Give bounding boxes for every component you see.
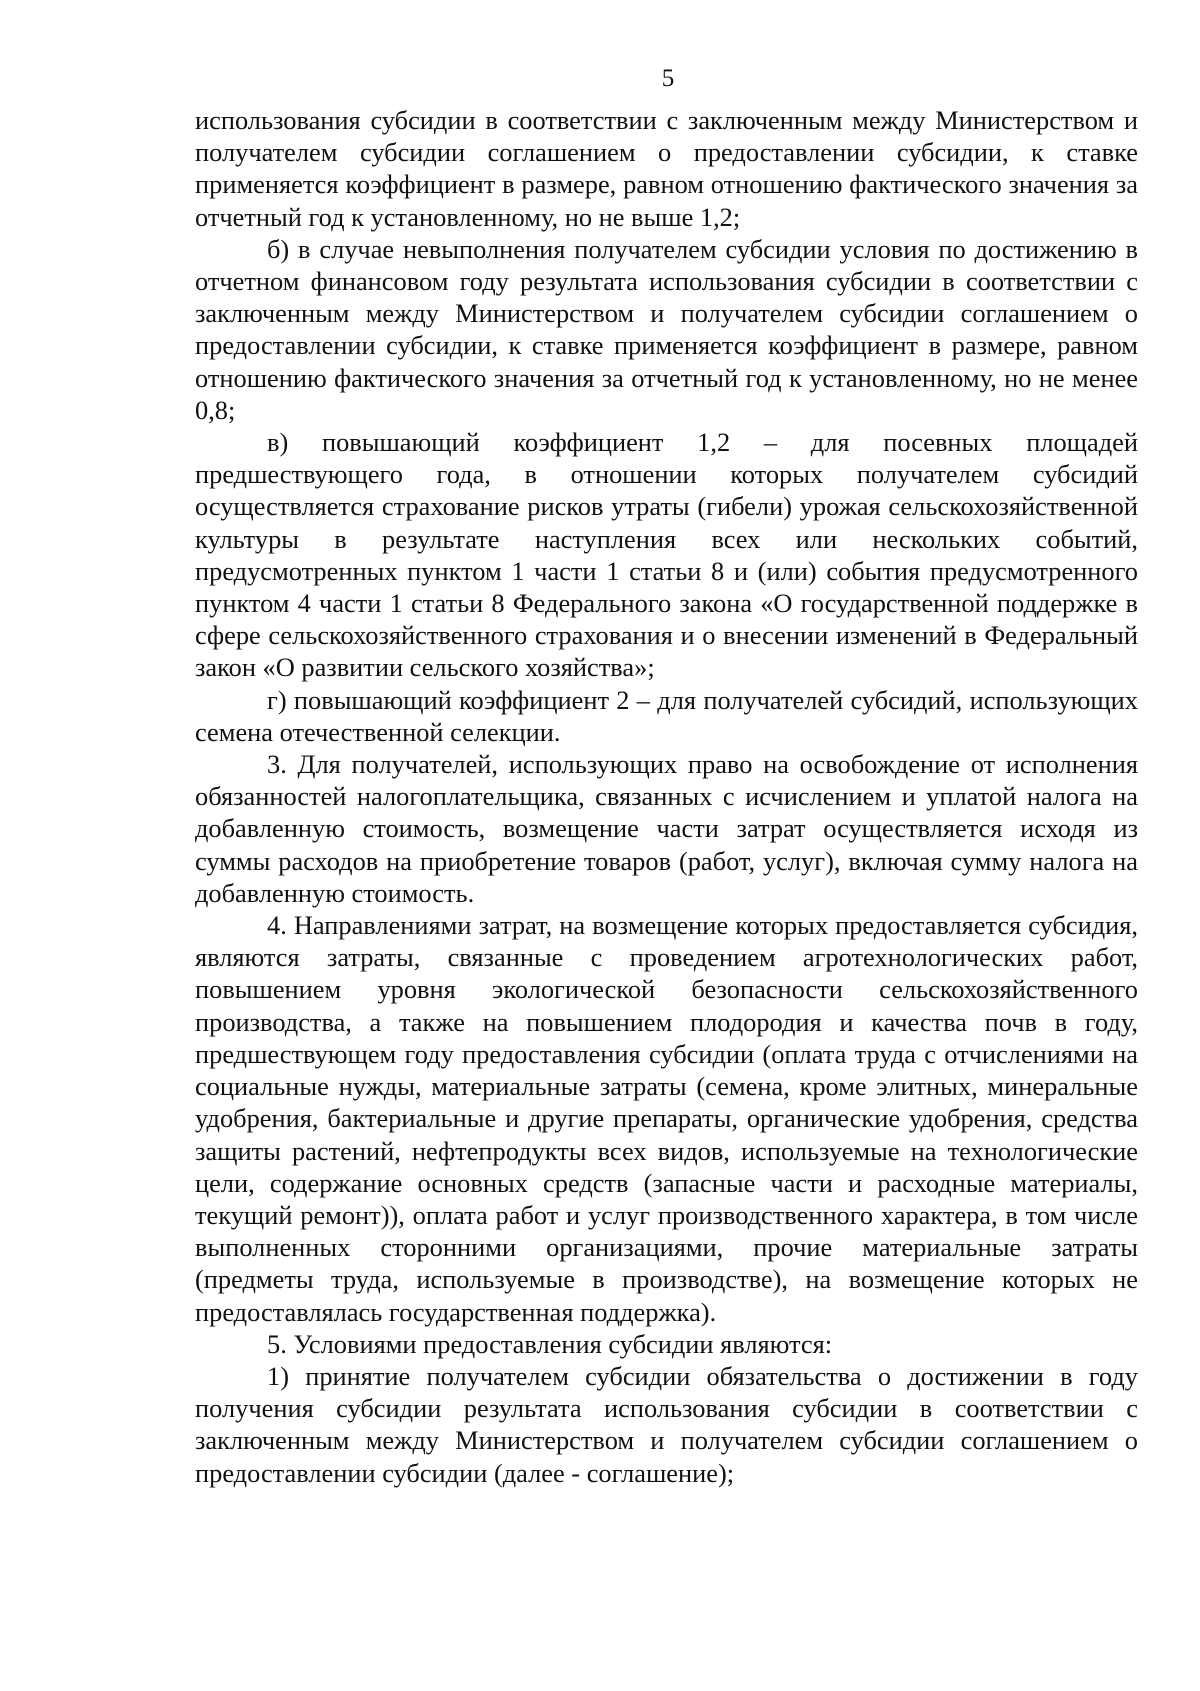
paragraph-section-4: 4. Направлениями затрат, на возмещение которых предоставляется субсидия, являются затраты, связанные с проведением агротехнологических работ, повышением уровня экологической безопасности сельскохозяйственного производства, а также на повышением плодородия и качества почв в году, предшествующем году предоставления субсидии (оплата труда с отчислениями на социальные нужды, материальные затраты (семена, кроме элитных, минеральные удобрения, бактериальные и другие препараты, органические удобрения, средства защиты растений, нефтепродукты всех видов, используемые на технологические цели, содержание основных средств (запасные части и расходные материалы, текущий ремонт)), оплата работ и услуг производственного характера, в том числе выполненных сторонними организациями, прочие материальные затраты (предметы труда, используемые в производстве), на возмещение которых не предоставлялась государственная поддержка). xyxy=(195,910,1138,1327)
paragraph-section-5: 5. Условиями предоставления субсидии являются: xyxy=(267,1328,833,1359)
paragraph-continuation: использования субсидии в соответствии с заключенным между Министерством и получателем субсидии соглашением о предоставлении субсидии, к ставке применяется коэффициент в размере, равном отношению фактического значения за отчетный год к установленному, но не выше 1,2; xyxy=(195,105,1138,232)
paragraph-item-v: в) повышающий коэффициент 1,2 – для посевных площадей предшествующего года, в отношении которых получателем субсидий осуществляется страхование рисков утраты (гибели) урожая сельскохозяйственной культуры в результате наступления всех или нескольких событий, предусмотренных пунктом 1 части 1 статьи 8 и (или) события предусмотренного пунктом 4 части 1 статьи 8 Федерального закона «О государственной поддержке в сфере сельскохозяйственного страхования и о внесении изменений в Федеральный закон «О развитии сельского хозяйства»; xyxy=(195,427,1138,683)
paragraph-item-g: г) повышающий коэффициент 2 – для получателей субсидий, использующих семена отечественной селекции. xyxy=(195,684,1138,747)
paragraph-section-3: 3. Для получателей, использующих право на освобождение от исполнения обязанностей налогоплательщика, связанных с исчислением и уплатой налога на добавленную стоимость, возмещение части затрат осуществляется исходя из суммы расходов на приобретение товаров (работ, услуг), включая сумму налога на добавленную стоимость. xyxy=(195,749,1138,908)
paragraph-item-b: б) в случае невыполнения получателем субсидии условия по достижению в отчетном финансовом году результата использования субсидии в соответствии с заключенным между Министерством и получателем субсидии соглашением о предоставлении субсидии, к ставке применяется коэффициент в размере, равном отношению фактического значения за отчетный год к установленному, но не менее 0,8; xyxy=(195,233,1138,425)
page-number: 5 xyxy=(661,65,675,92)
document-body xyxy=(195,104,1138,1489)
paragraph-condition-1: 1) принятие получателем субсидии обязательства о достижении в году получения субсидии результата использования субсидии в соответствии с заключенным между Министерством и получателем субсидии соглашением о предоставлении субсидии (далее - соглашение); xyxy=(195,1360,1138,1488)
